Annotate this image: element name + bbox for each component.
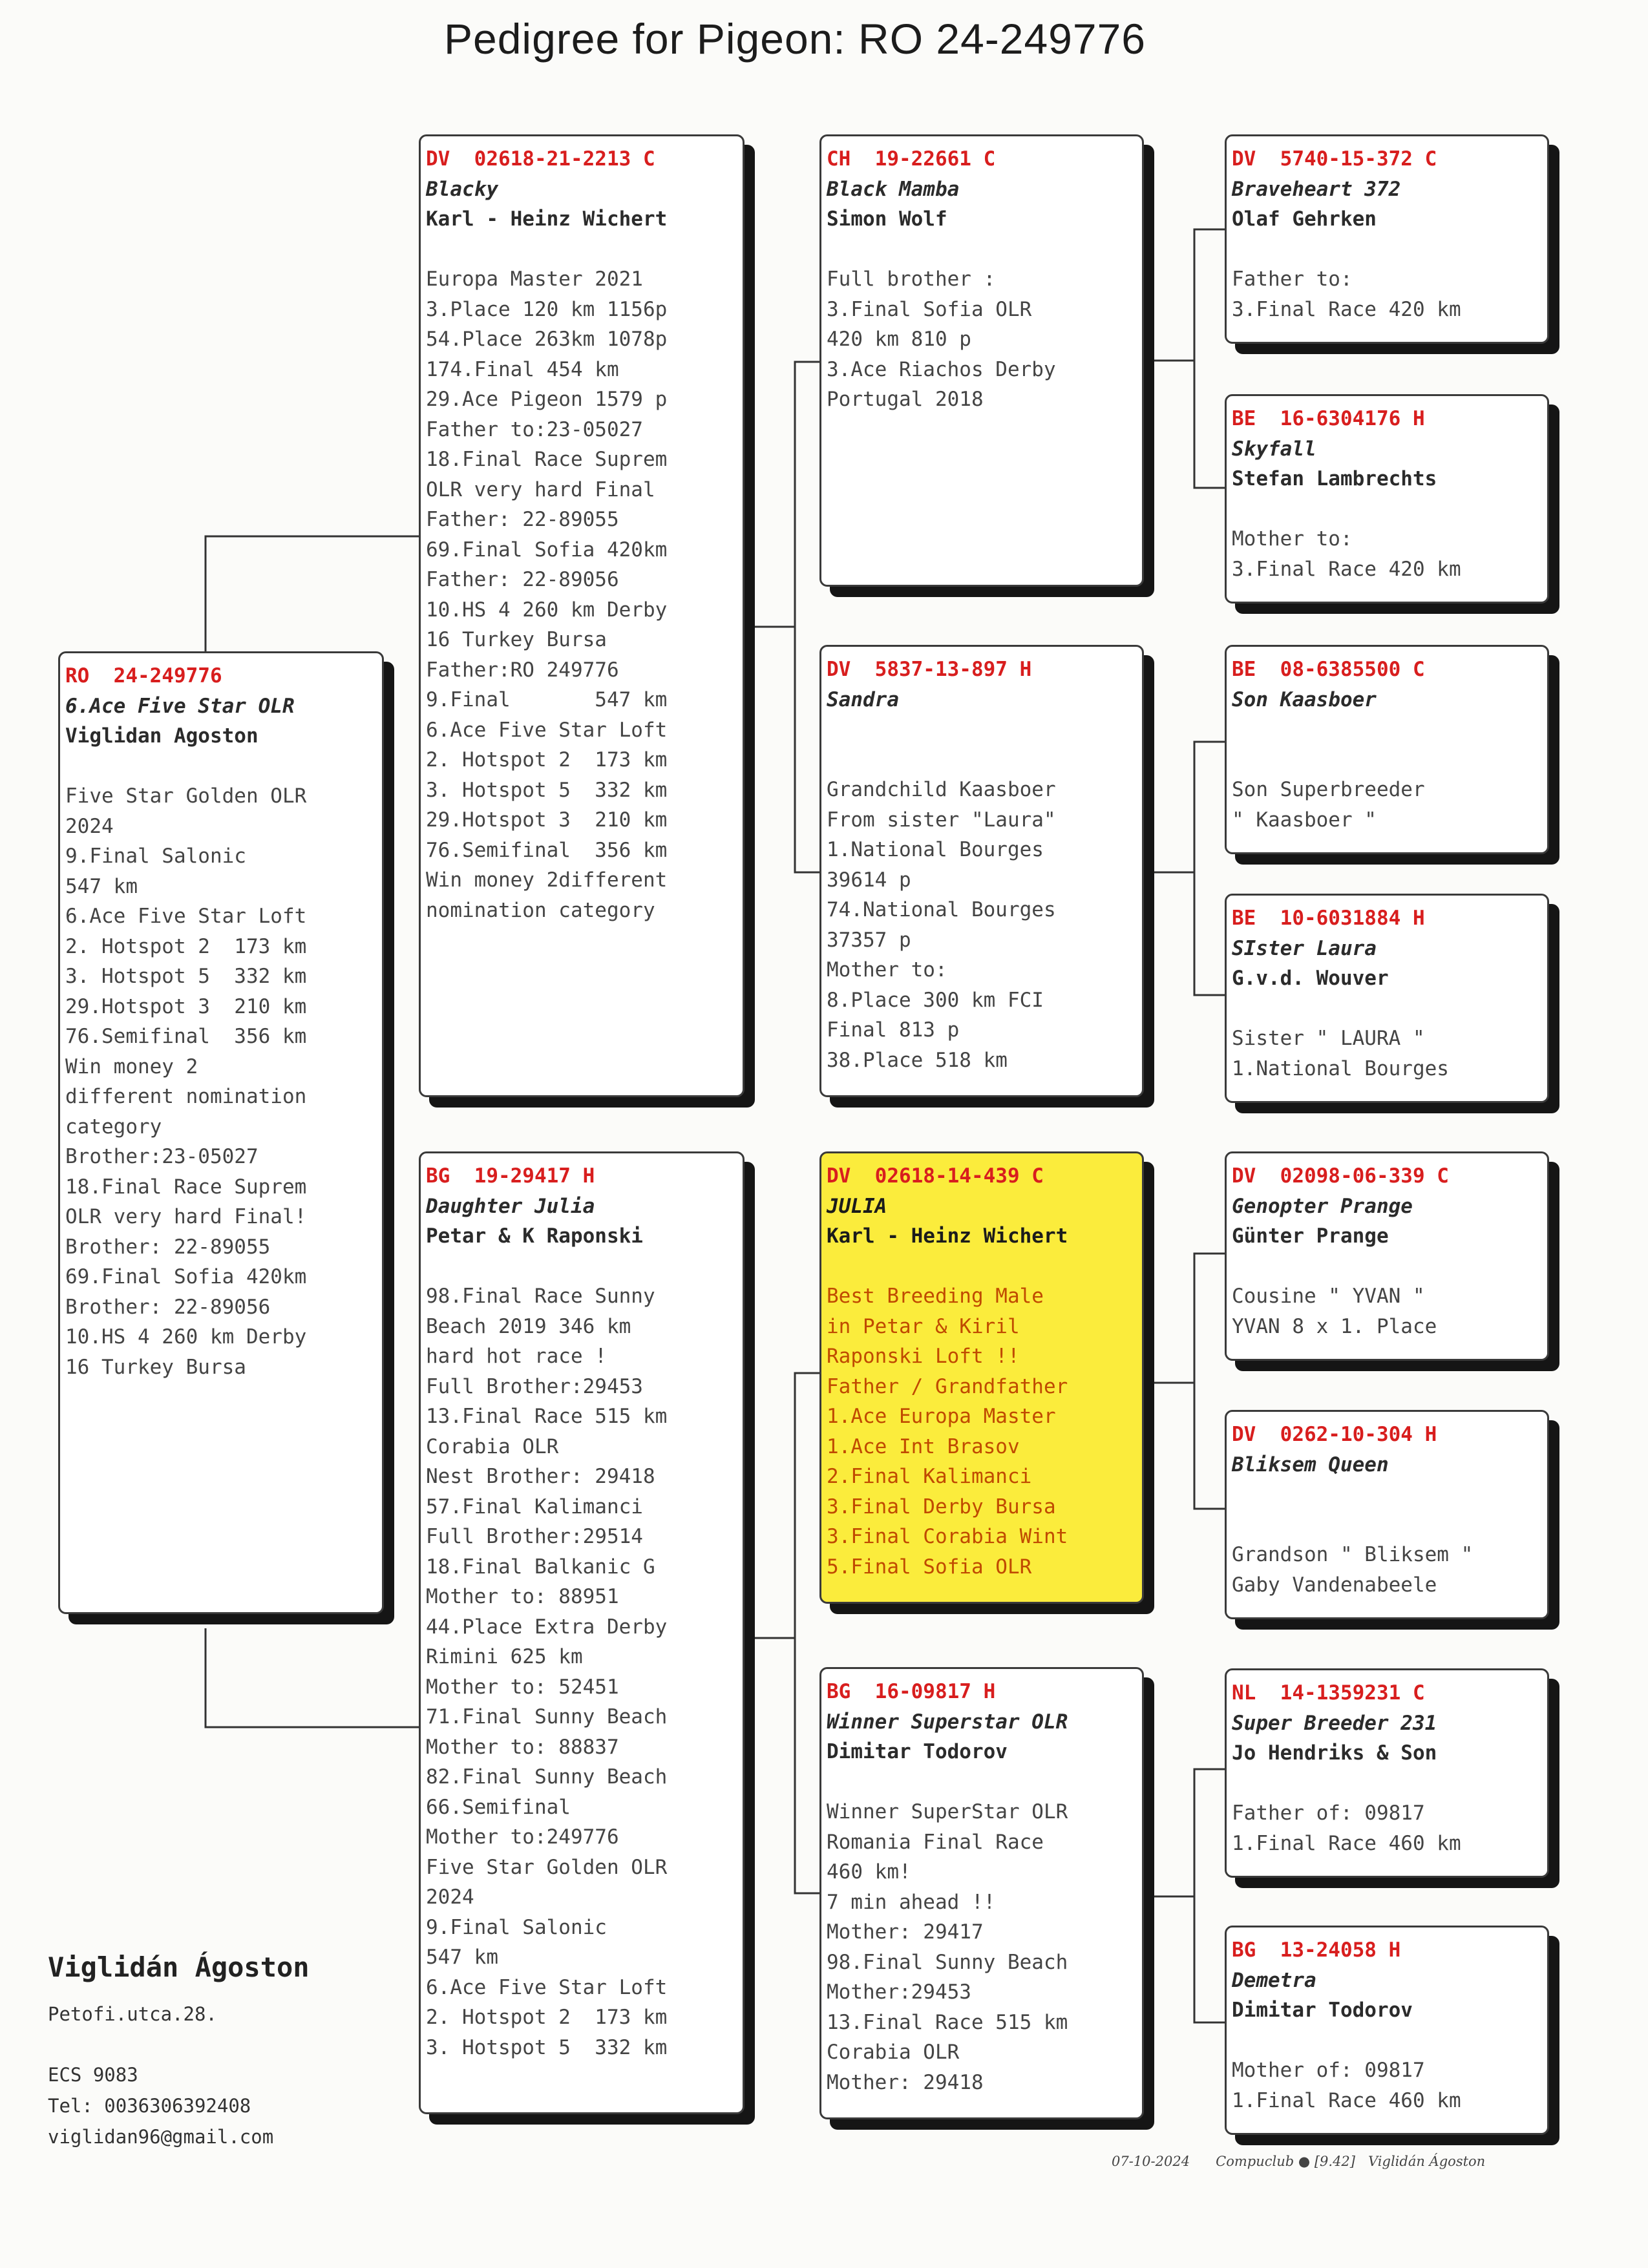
breeder-name <box>1232 1480 1547 1510</box>
note-line: 66.Semifinal <box>426 1795 571 1819</box>
breeder-name: Jo Hendriks & Son <box>1232 1741 1437 1765</box>
note-line: Rimini 625 km <box>426 1645 583 1668</box>
ring-number: DV 5837-13-897 H <box>827 658 1032 681</box>
note-line: 6.Ace Five Star Loft <box>65 905 307 928</box>
pigeon-name: Braveheart 372 <box>1232 177 1401 201</box>
note-line: Full brother : <box>827 268 996 291</box>
note-line: Final 813 p <box>827 1018 960 1042</box>
pigeon-name: Winner Superstar OLR <box>827 1710 1068 1734</box>
pedigree-card-dam <box>419 1151 745 2114</box>
ring-number: BE 08-6385500 C <box>1232 658 1425 681</box>
pedigree-card-sire-sire <box>819 134 1144 587</box>
achievement-notes <box>1232 1798 1547 1858</box>
pedigree-card-dam-dam <box>819 1667 1144 2119</box>
note-line: 76.Semifinal 356 km <box>426 838 668 862</box>
note-line: 3.Final Sofia OLR <box>827 297 1032 321</box>
note-line: 3. Hotspot 5 332 km <box>426 778 668 802</box>
note-line: 39614 p <box>827 868 911 892</box>
note-line: 2. Hotspot 2 173 km <box>426 2006 668 2029</box>
achievement-notes <box>426 1281 743 2063</box>
note-line: 13.Final Race 515 km <box>426 1405 668 1428</box>
note-line: 2. Hotspot 2 173 km <box>65 934 307 958</box>
ring-number: NL 14-1359231 C <box>1232 1681 1425 1705</box>
note-line: Winner SuperStar OLR <box>827 1800 1068 1823</box>
note-line: 460 km! <box>827 1860 911 1884</box>
note-line: 3.Final Race 420 km <box>1232 557 1461 581</box>
owner-address: Petofi.utca.28. <box>48 2003 217 2025</box>
note-line: 547 km <box>426 1946 498 1969</box>
note-line: 3.Final Race 420 km <box>1232 297 1461 321</box>
note-line: Mother to: <box>827 958 947 982</box>
note-line: 37357 p <box>827 928 911 952</box>
achievement-notes <box>827 264 1142 415</box>
ring-number: BG 13-24058 H <box>1232 1938 1401 1962</box>
note-line: 18.Final Balkanic G <box>426 1555 655 1579</box>
note-line: 420 km 810 p <box>827 328 971 351</box>
note-line: Five Star Golden OLR <box>65 784 307 808</box>
note-line: hard hot race ! <box>426 1345 607 1368</box>
ring-number: DV 5740-15-372 C <box>1232 147 1437 171</box>
pedigree-card-subject <box>58 651 384 1614</box>
owner-phone: Tel: 0036306392408 <box>48 2095 251 2117</box>
note-line: Win money 2 <box>65 1055 198 1078</box>
note-line: 3.Place 120 km 1156p <box>426 297 668 321</box>
note-line: Nest Brother: 29418 <box>426 1465 655 1488</box>
achievement-notes <box>1232 524 1547 584</box>
note-line: 3.Ace Riachos Derby <box>827 357 1056 381</box>
note-line: 2024 <box>426 1885 474 1909</box>
achievement-notes <box>1232 264 1547 324</box>
breeder-name: Dimitar Todorov <box>1232 1999 1413 2022</box>
note-line: 6.Ace Five Star Loft <box>426 1975 668 1999</box>
ring-number: DV 02618-21-2213 C <box>426 147 655 171</box>
note-line: Mother: 29417 <box>827 1920 984 1944</box>
note-line: 9.Final Salonic <box>65 845 246 868</box>
breeder-name: Petar & K Raponski <box>426 1224 643 1248</box>
breeder-name <box>827 715 1142 745</box>
note-line: Brother: 22-89056 <box>65 1295 271 1319</box>
pedigree-card-dsd <box>1225 1410 1549 1619</box>
pigeon-name: Genopter Prange <box>1232 1194 1413 1218</box>
pedigree-card-sire-dam <box>819 645 1144 1097</box>
note-line: 74.National Bourges <box>827 898 1056 921</box>
note-line: Raponski Loft !! <box>827 1345 1020 1368</box>
pigeon-name: Blacky <box>426 177 498 201</box>
note-line: 82.Final Sunny Beach <box>426 1765 668 1789</box>
note-line: Beach 2019 346 km <box>426 1314 631 1338</box>
note-line: different nomination <box>65 1085 307 1108</box>
note-line: Five Star Golden OLR <box>426 1855 668 1879</box>
note-line: Father: 22-89056 <box>426 568 619 591</box>
ring-number: BG 16-09817 H <box>827 1680 996 1703</box>
breeder-name: Karl - Heinz Wichert <box>827 1224 1068 1248</box>
note-line: From sister "Laura" <box>827 808 1056 832</box>
program-footer: 07-10-2024 Compuclub ● [9.42] Viglidán Ágoston <box>1112 2154 1486 2169</box>
note-line: nomination category <box>426 898 655 922</box>
pedigree-card-dss <box>1225 1151 1549 1361</box>
note-line: Europa Master 2021 <box>426 268 643 291</box>
note-line: 16 Turkey Bursa <box>426 628 607 651</box>
pedigree-card-sds <box>1225 645 1549 854</box>
note-line: OLR very hard Final! <box>65 1205 307 1228</box>
note-line: 5.Final Sofia OLR <box>827 1555 1032 1579</box>
note-line: 29.Ace Pigeon 1579 p <box>426 388 668 411</box>
note-line: Portugal 2018 <box>827 388 984 411</box>
note-line: 9.Final Salonic <box>426 1915 607 1939</box>
ring-number: DV 02618-14-439 C <box>827 1164 1044 1188</box>
note-line: 69.Final Sofia 420km <box>426 538 668 562</box>
page-title: Pedigree for Pigeon: RO 24-249776 <box>443 15 1146 63</box>
note-line: 10.HS 4 260 km Derby <box>65 1325 307 1349</box>
note-line: 16 Turkey Bursa <box>65 1355 246 1379</box>
note-line: 18.Final Race Suprem <box>426 448 668 471</box>
achievement-notes <box>426 264 743 925</box>
note-line: Cousine " YVAN " <box>1232 1285 1425 1308</box>
note-line: 2.Final Kalimanci <box>827 1465 1032 1488</box>
achievement-notes <box>1232 2055 1547 2116</box>
breeder-name: Karl - Heinz Wichert <box>426 207 668 231</box>
note-line: Mother to: <box>1232 527 1353 551</box>
note-line: Best Breeding Male <box>827 1285 1044 1308</box>
note-line: OLR very hard Final <box>426 478 655 501</box>
note-line: Full Brother:29514 <box>426 1525 643 1548</box>
pigeon-name: Sandra <box>827 688 899 711</box>
note-line: Corabia OLR <box>827 2041 960 2064</box>
note-line: Brother:23-05027 <box>65 1145 259 1168</box>
note-line: 2024 <box>65 814 114 838</box>
note-line: 18.Final Race Suprem <box>65 1175 307 1199</box>
note-line: Mother to: 88951 <box>426 1585 619 1608</box>
note-line: 38.Place 518 km <box>827 1048 1008 1072</box>
note-line: Romania Final Race <box>827 1830 1044 1854</box>
ring-number: DV 0262-10-304 H <box>1232 1423 1437 1446</box>
note-line: Grandchild Kaasboer <box>827 778 1056 801</box>
breeder-name <box>1232 715 1547 745</box>
ring-number: BG 19-29417 H <box>426 1164 595 1188</box>
note-line: 29.Hotspot 3 210 km <box>65 994 307 1018</box>
achievement-notes <box>1232 1281 1547 1341</box>
note-line: Father / Grandfather <box>827 1374 1068 1398</box>
note-line: Sister " LAURA " <box>1232 1027 1425 1050</box>
note-line: 174.Final 454 km <box>426 357 619 381</box>
achievement-notes <box>827 1281 1142 1582</box>
pigeon-name: Daughter Julia <box>426 1194 595 1218</box>
breeder-name: Dimitar Todorov <box>827 1740 1008 1763</box>
ring-number: BE 10-6031884 H <box>1232 907 1425 930</box>
note-line: 547 km <box>65 874 138 898</box>
pigeon-name: Skyfall <box>1232 437 1316 461</box>
achievement-notes <box>1232 1024 1547 1084</box>
note-line: Corabia OLR <box>426 1434 559 1458</box>
note-line: Win money 2different <box>426 868 668 892</box>
pigeon-name: Super Breeder 231 <box>1232 1711 1437 1735</box>
note-line: Gaby Vandenabeele <box>1232 1573 1437 1597</box>
note-line: 10.HS 4 260 km Derby <box>426 598 668 622</box>
pigeon-name: 6.Ace Five Star OLR <box>65 694 295 718</box>
note-line: 1.Final Race 460 km <box>1232 2088 1461 2112</box>
note-line: Mother: 29418 <box>827 2070 984 2094</box>
note-line: Brother: 22-89055 <box>65 1235 271 1259</box>
pedigree-card-dam-sire <box>819 1151 1144 1604</box>
pedigree-card-sire <box>419 134 745 1097</box>
note-line: in Petar & Kiril <box>827 1314 1020 1338</box>
breeder-name: Günter Prange <box>1232 1224 1389 1248</box>
pedigree-card-dds <box>1225 1668 1549 1878</box>
note-line: Grandson " Bliksem " <box>1232 1543 1474 1566</box>
note-line: Mother to: 52451 <box>426 1675 619 1699</box>
pedigree-card-sdd <box>1225 894 1549 1103</box>
ring-number: CH 19-22661 C <box>827 147 996 171</box>
breeder-name: Olaf Gehrken <box>1232 207 1377 231</box>
pigeon-name: SIster Laura <box>1232 936 1377 960</box>
note-line: 8.Place 300 km FCI <box>827 988 1044 1012</box>
note-line: 29.Hotspot 3 210 km <box>426 808 668 832</box>
note-line: 71.Final Sunny Beach <box>426 1705 668 1728</box>
achievement-notes <box>1232 775 1547 835</box>
note-line: 54.Place 263km 1078p <box>426 328 668 351</box>
achievement-notes <box>827 1797 1142 2097</box>
note-line: Mother:29453 <box>827 1980 971 2004</box>
achievement-notes <box>65 781 382 1382</box>
breeder-name: Stefan Lambrechts <box>1232 467 1437 490</box>
achievement-notes <box>827 775 1142 1075</box>
pigeon-name: Demetra <box>1232 1968 1316 1992</box>
ring-number: RO 24-249776 <box>65 664 222 688</box>
note-line: 1.Ace Europa Master <box>827 1405 1056 1428</box>
pigeon-name: JULIA <box>827 1194 887 1218</box>
owner-email: viglidan96@gmail.com <box>48 2126 274 2148</box>
note-line: 76.Semifinal 356 km <box>65 1025 307 1048</box>
note-line: Mother of: 09817 <box>1232 2059 1425 2082</box>
breeder-name: G.v.d. Wouver <box>1232 967 1389 990</box>
note-line: 1.Ace Int Brasov <box>827 1434 1020 1458</box>
note-line: 2. Hotspot 2 173 km <box>426 748 668 772</box>
ring-number: DV 02098-06-339 C <box>1232 1164 1449 1188</box>
note-line: 57.Final Kalimanci <box>426 1495 643 1518</box>
note-line: 3. Hotspot 5 332 km <box>426 2035 668 2059</box>
pedigree-card-ddd <box>1225 1926 1549 2135</box>
ring-number: BE 16-6304176 H <box>1232 407 1425 430</box>
note-line: Father:RO 249776 <box>426 658 619 682</box>
owner-code: ECS 9083 <box>48 2064 138 2086</box>
note-line: 98.Final Race Sunny <box>426 1285 655 1308</box>
note-line: 3. Hotspot 5 332 km <box>65 965 307 988</box>
pigeon-name: Black Mamba <box>827 177 960 201</box>
note-line: 9.Final 547 km <box>426 688 668 711</box>
note-line: Full Brother:29453 <box>426 1374 643 1398</box>
note-line: 7 min ahead !! <box>827 1890 996 1914</box>
breeder-name: Simon Wolf <box>827 207 947 231</box>
note-line: YVAN 8 x 1. Place <box>1232 1314 1437 1338</box>
note-line: 1.National Bourges <box>827 838 1044 861</box>
pedigree-card-ssd <box>1225 394 1549 604</box>
note-line: 3.Final Derby Bursa <box>827 1495 1056 1518</box>
note-line: 13.Final Race 515 km <box>827 2010 1068 2034</box>
breeder-name: Viglidan Agoston <box>65 724 259 748</box>
note-line: Father to: <box>1232 268 1353 291</box>
note-line: " Kaasboer " <box>1232 808 1377 832</box>
note-line: Mother to: 88837 <box>426 1735 619 1759</box>
note-line: 69.Final Sofia 420km <box>65 1265 307 1288</box>
note-line: Father: 22-89055 <box>426 508 619 531</box>
note-line: 6.Ace Five Star Loft <box>426 718 668 742</box>
owner-name: Viglidán Ágoston <box>48 1951 310 1983</box>
note-line: Father to:23-05027 <box>426 417 643 441</box>
pedigree-card-sss <box>1225 134 1549 344</box>
note-line: 1.National Bourges <box>1232 1056 1449 1080</box>
pigeon-name: Bliksem Queen <box>1232 1453 1389 1476</box>
note-line: 1.Final Race 460 km <box>1232 1831 1461 1855</box>
note-line: Mother to:249776 <box>426 1825 619 1849</box>
pigeon-name: Son Kaasboer <box>1232 688 1377 711</box>
note-line: 44.Place Extra Derby <box>426 1615 668 1639</box>
note-line: category <box>65 1115 162 1139</box>
note-line: 3.Final Corabia Wint <box>827 1525 1068 1548</box>
note-line: Father of: 09817 <box>1232 1801 1425 1825</box>
achievement-notes <box>1232 1540 1547 1600</box>
note-line: 98.Final Sunny Beach <box>827 1950 1068 1974</box>
note-line: Son Superbreeder <box>1232 778 1425 801</box>
